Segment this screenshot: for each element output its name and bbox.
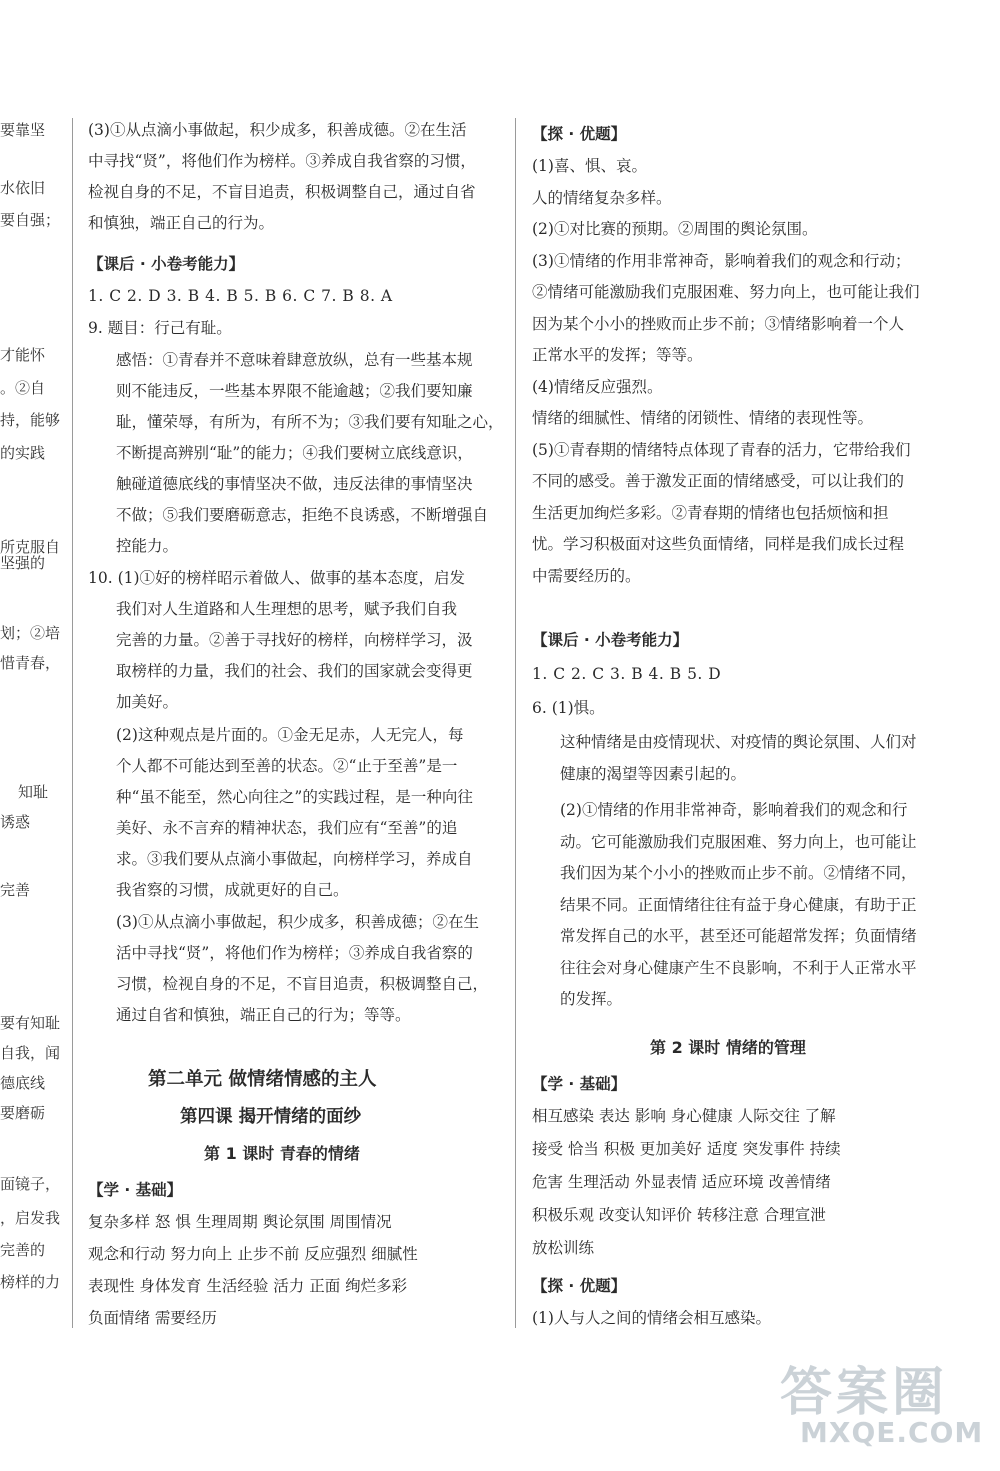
paragraph-line: (2)①对比赛的预期。②周围的舆论氛围。 xyxy=(532,220,818,238)
left-fragment-text: 坚强的 xyxy=(0,554,46,572)
paragraph-line: 感悟：①青春并不意味着肆意放纵，总有一些基本规 xyxy=(116,351,473,369)
section-heading-tan: 【探 · 优题】 xyxy=(532,1277,627,1295)
paragraph-line: 的发挥。 xyxy=(560,990,623,1008)
paragraph-line: (5)①青春期的情绪特点体现了青春的活力，它带给我们 xyxy=(532,440,911,459)
paragraph-line: 情绪的细腻性、情绪的闭锁性、情绪的表现性等。 xyxy=(532,409,874,427)
section-heading-xue: 【学 · 基础】 xyxy=(88,1181,183,1199)
left-fragment-text: 榜样的力 xyxy=(0,1273,61,1291)
paragraph-line: 我们对人生道路和人生理想的思考，赋予我们自我 xyxy=(116,600,458,618)
left-fragment-text: 水依旧 xyxy=(0,179,46,197)
paragraph-line: 触碰道德底线的事情坚决不做，违反法律的事情坚决 xyxy=(116,475,473,493)
paragraph-line: 习惯，检视自身的不足，不盲目追责，积极调整自己， xyxy=(116,975,489,993)
paragraph-line: 因为某个小小的挫败而止步不前；③情绪影响着一个人 xyxy=(532,314,905,333)
paragraph-line: 正常水平的发挥；等等。 xyxy=(532,346,703,364)
left-fragment-text: 德底线 xyxy=(0,1074,46,1092)
left-fragment-text: 知耻 xyxy=(18,783,49,801)
paragraph-line: 则不能违反，一些基本界限不能逾越；②我们要知廉 xyxy=(116,382,473,400)
left-fragment-text: 要磨砺 xyxy=(0,1104,46,1122)
paragraph-line: (1)喜、惧、哀。 xyxy=(532,157,647,175)
paragraph-line: 加美好。 xyxy=(116,693,179,711)
paragraph-line: 健康的渴望等因素引起的。 xyxy=(560,765,747,783)
keyword-line: 放松训练 xyxy=(532,1239,595,1257)
paragraph-line: (3)①从点滴小事做起，积少成多，积善成德。②在生活 xyxy=(88,121,467,139)
answer-row: 1. C 2. C 3. B 4. B 5. D xyxy=(532,665,722,683)
keyword-line: 复杂多样 怒 惧 生理周期 舆论氛围 周围情况 xyxy=(88,1213,392,1231)
paragraph-line: 不同的感受。善于激发正面的情绪感受，可以让我们的 xyxy=(532,472,905,490)
paragraph-line: 取榜样的力量，我们的社会、我们的国家就会变得更 xyxy=(116,662,473,680)
section-heading-kehou: 【课后 · 小卷考能力】 xyxy=(532,631,689,649)
keyword-line: 接受 恰当 积极 更加美好 适度 突发事件 持续 xyxy=(532,1140,841,1158)
keyword-line: 负面情绪 需要经历 xyxy=(88,1309,217,1327)
section-heading-tan: 【探 · 优题】 xyxy=(532,125,627,143)
column-divider-right xyxy=(515,118,516,1328)
left-fragment-text: 要有知耻 xyxy=(0,1014,61,1032)
keyword-line: 相互感染 表达 影响 身心健康 人际交往 了解 xyxy=(532,1107,836,1125)
paragraph-line: 通过自省和慎独，端正自己的行为；等等。 xyxy=(116,1006,411,1024)
left-fragment-text: ，启发我 xyxy=(0,1209,61,1227)
paragraph-line: 这种情绪是由疫情现状、对疫情的舆论氛围、人们对 xyxy=(560,733,917,751)
paragraph-line: 检视自身的不足，不盲目追责，积极调整自己，通过自省 xyxy=(88,183,476,201)
paragraph-line: 10. (1)①好的榜样昭示着做人、做事的基本态度，启发 xyxy=(88,569,466,587)
paragraph-line: 控能力。 xyxy=(116,537,179,555)
question-6-1: 6. (1)惧。 xyxy=(532,699,605,717)
left-fragment-text: 惜青春， xyxy=(0,654,61,672)
period-2-title: 第 2 课时 情绪的管理 xyxy=(650,1038,806,1057)
left-fragment-text: 要自强； xyxy=(0,211,61,229)
left-fragment-text: 完善的 xyxy=(0,1241,46,1259)
left-fragment-text: 要靠坚 xyxy=(0,121,46,139)
paragraph-line: 和慎独，端正自己的行为。 xyxy=(88,214,275,232)
left-fragment-text: 。②自 xyxy=(0,379,46,397)
paragraph-line: (4)情绪反应强烈。 xyxy=(532,377,663,396)
paragraph-line: 种“虽不能至，然心向往之”的实践过程，是一种向往 xyxy=(116,788,473,806)
paragraph-line: 中需要经历的。 xyxy=(532,566,641,585)
left-fragment-text: 诱惑 xyxy=(0,813,31,831)
left-fragment-text: 持，能够 xyxy=(0,411,61,429)
keyword-line: 表现性 身体发育 生活经验 活力 正面 绚烂多彩 xyxy=(88,1277,408,1295)
paragraph-line: 美好、永不言弃的精神状态，我们应有“至善”的追 xyxy=(116,819,458,837)
paragraph-line: 个人都不可能达到至善的状态。②“止于至善”是一 xyxy=(116,757,458,775)
paragraph-line: ②情绪可能激励我们克服困难、努力向上，也可能让我们 xyxy=(532,283,920,301)
left-fragment-text: 的实践 xyxy=(0,444,46,462)
paragraph-line: 结果不同。正面情绪往往有益于身心健康，有助于正 xyxy=(560,895,917,914)
watermark-sub-text: MXQE.COM xyxy=(800,1416,984,1449)
question-9-title: 9. 题目：行己有耻。 xyxy=(88,319,232,337)
paragraph-line: 忧。学习积极面对这些负面情绪，同样是我们成长过程 xyxy=(532,535,905,553)
paragraph-line: (2)这种观点是片面的。①金无足赤，人无完人，每 xyxy=(116,726,464,744)
left-fragment-text: 所克服自 xyxy=(0,538,61,556)
paragraph-line: 耻，懂荣辱，有所为，有所不为；③我们要有知耻之心， xyxy=(116,413,504,431)
paragraph-line: 完善的力量。②善于寻找好的榜样，向榜样学习，汲 xyxy=(116,631,473,649)
keyword-line: 观念和行动 努力向上 止步不前 反应强烈 细腻性 xyxy=(88,1245,418,1263)
watermark-main-text: 答案圈 xyxy=(780,1363,949,1423)
watermark-logo xyxy=(780,1350,984,1460)
paragraph-line: 常发挥自己的水平，甚至还可能超常发挥；负面情绪 xyxy=(560,927,917,945)
paragraph-line: 我省察的习惯，成就更好的自己。 xyxy=(116,881,349,899)
paragraph-line: 不做；⑤我们要磨砺意志，拒绝不良诱惑，不断增强自 xyxy=(116,506,489,524)
left-fragment-text: 面镜子， xyxy=(0,1175,61,1193)
paragraph-line: (3)①情绪的作用非常神奇，影响着我们的观念和行动； xyxy=(532,251,911,270)
paragraph-line: 我们因为某个小小的挫败而止步不前。②情绪不同， xyxy=(560,864,917,882)
paragraph-line: (2)①情绪的作用非常神奇，影响着我们的观念和行 xyxy=(560,801,908,819)
paragraph-line: 往往会对身心健康产生不良影响，不利于人正常水平 xyxy=(560,958,917,977)
paragraph-line: 活中寻找“贤”，将他们作为榜样；③养成自我省察的 xyxy=(116,944,473,962)
paragraph-line: 求。③我们要从点滴小事做起，向榜样学习，养成自 xyxy=(116,850,473,868)
paragraph-line: (1)人与人之间的情绪会相互感染。 xyxy=(532,1309,771,1327)
keyword-line: 积极乐观 改变认知评价 转移注意 合理宣泄 xyxy=(532,1206,826,1224)
paragraph-line: 动。它可能激励我们克服困难、努力向上，也可能让 xyxy=(560,832,917,851)
period-title: 第 1 课时 青春的情绪 xyxy=(204,1144,360,1163)
column-divider-left xyxy=(72,118,73,1328)
left-fragment-text: 自我，闻 xyxy=(0,1044,61,1062)
keyword-line: 危害 生理活动 外显表情 适应环境 改善情绪 xyxy=(532,1173,831,1191)
paragraph-line: 不断提高辨别“耻”的能力；④我们要树立底线意识， xyxy=(116,444,473,462)
paragraph-line: (3)①从点滴小事做起，积少成多，积善成德；②在生 xyxy=(116,913,479,931)
answer-row: 1. C 2. D 3. B 4. B 5. B 6. C 7. B 8. A xyxy=(88,287,393,305)
unit-title: 第二单元 做情绪情感的主人 xyxy=(148,1069,377,1090)
section-heading-xue: 【学 · 基础】 xyxy=(532,1075,627,1093)
lesson-title: 第四课 揭开情绪的面纱 xyxy=(180,1107,362,1127)
section-heading-kehou: 【课后 · 小卷考能力】 xyxy=(88,255,245,273)
left-fragment-text: 才能怀 xyxy=(0,346,46,364)
paragraph-line: 中寻找“贤”，将他们作为榜样。③养成自我省察的习惯， xyxy=(88,152,476,170)
paragraph-line: 人的情绪复杂多样。 xyxy=(532,188,672,207)
left-fragment-text: 完善 xyxy=(0,881,31,899)
paragraph-line: 生活更加绚烂多彩。②青春期的情绪也包括烦恼和担 xyxy=(532,503,889,522)
left-fragment-text: 划；②培 xyxy=(0,624,61,642)
